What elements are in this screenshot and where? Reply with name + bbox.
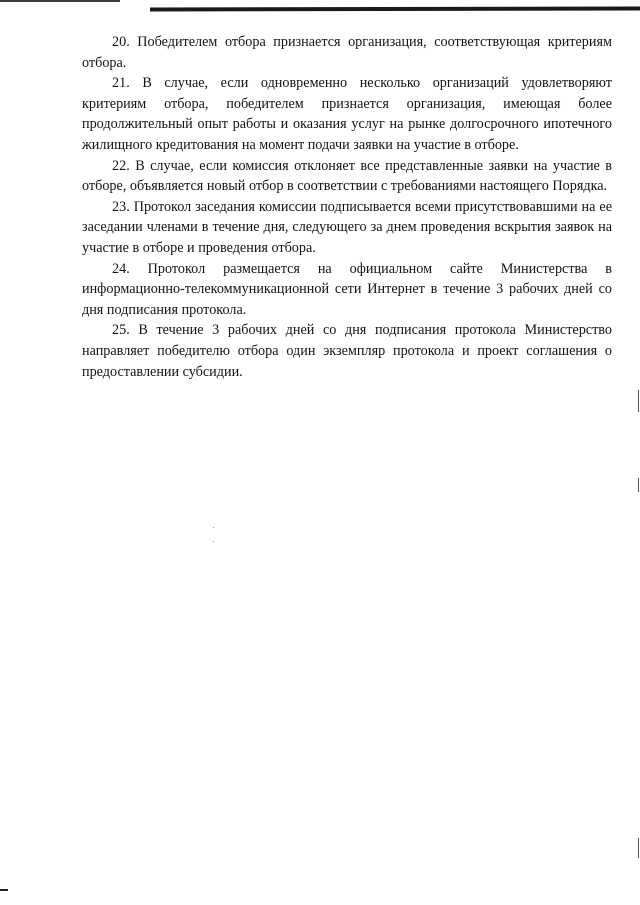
paragraph-20: 20. Победителем отбора признается организация, соответствующая критериям отбора. bbox=[82, 34, 612, 71]
scan-edge-mark bbox=[638, 478, 639, 492]
scan-corner-mark bbox=[0, 889, 8, 891]
paragraph-22: 22. В случае, если комиссия отклоняет все представленные заявки на участие в отборе, объявляется новый отбор в соответствии с требованиями настоящего Порядка. bbox=[82, 157, 612, 195]
paragraph-21: 21. В случае, если одновременно несколько организаций удовлетворяют критериям отбора, победителем признается организация, имеющая более продолжительный опыт работы и оказания услуг на рынке долгосрочного ипотечного жилищного кредитования на момент подачи заявки на участие в отборе. bbox=[82, 75, 612, 153]
scan-speck bbox=[213, 541, 214, 542]
scan-edge-mark bbox=[638, 838, 639, 858]
paragraph-23: 23. Протокол заседания комиссии подписывается всеми присутствовавшими на ее заседании членами в течение дня, следующего за днем проведения вскрытия заявок на участие в отборе и проведения отбора. bbox=[82, 198, 612, 256]
document-body bbox=[82, 32, 612, 382]
paragraph-24: 24. Протокол размещается на официальном сайте Министерства в информационно-телекоммуникационной сети Интернет в течение 3 рабочих дней со дня подписания протокола. bbox=[82, 260, 612, 318]
scan-edge-line-top bbox=[150, 6, 640, 11]
scan-edge-line-left bbox=[0, 0, 120, 2]
scan-speck bbox=[213, 527, 214, 528]
paragraph-25: 25. В течение 3 рабочих дней со дня подписания протокола Министерство направляет победителю отбора один экземпляр протокола и проект соглашения о предоставлении субсидии. bbox=[82, 322, 612, 380]
scan-edge-mark bbox=[638, 390, 639, 412]
